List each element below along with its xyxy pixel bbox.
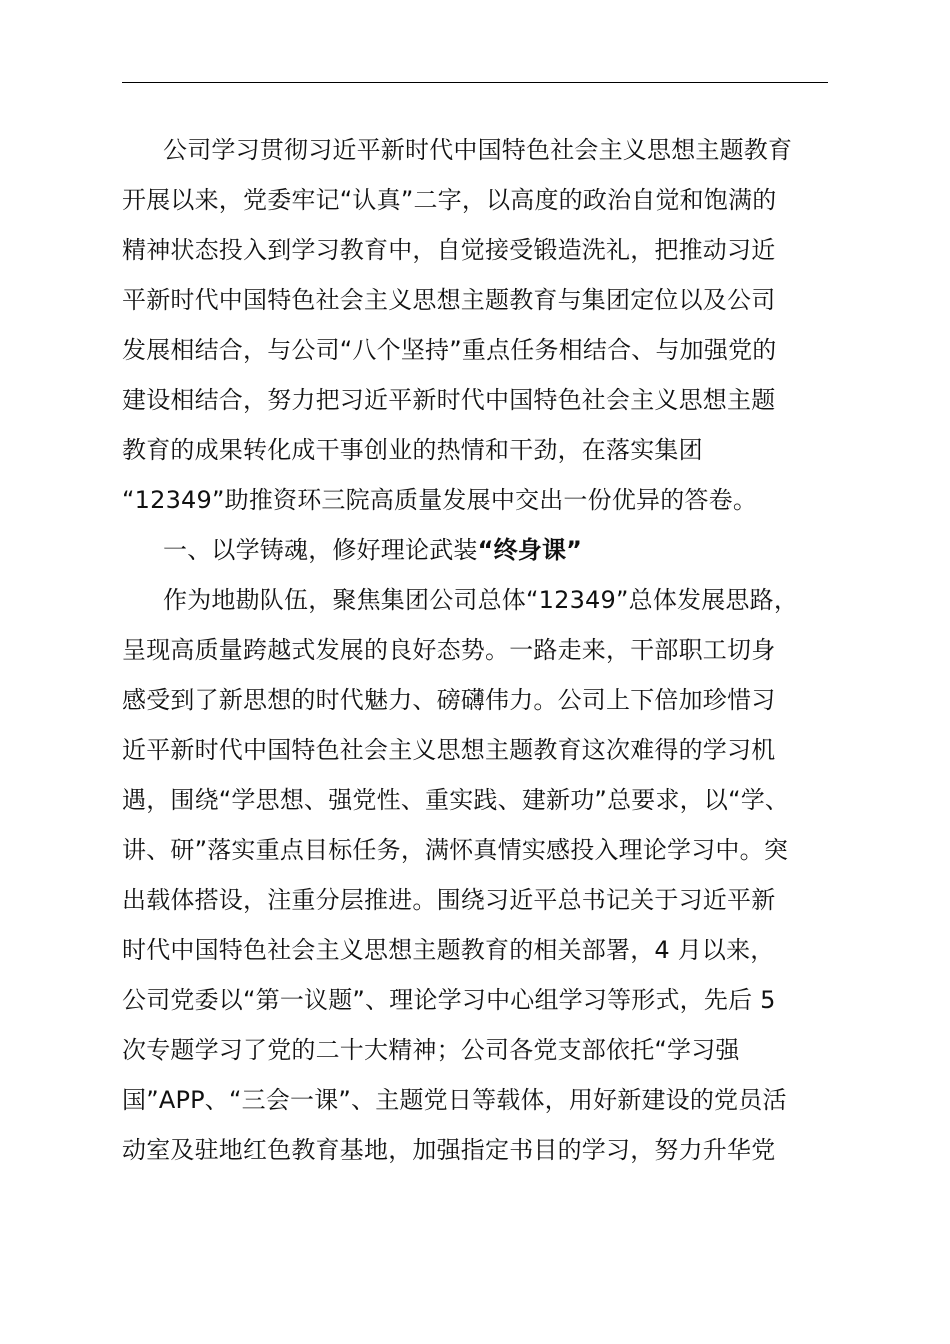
paragraph-2-line-11: 国”APP、“三会一课”、主题党日等载体，用好新建设的党员活: [122, 1086, 787, 1114]
paragraph-2-line-10: 次专题学习了党的二十大精神；公司各党支部依托“学习强: [122, 1036, 740, 1064]
paragraph-2-line-12: 动室及驻地红色教育基地，加强指定书目的学习，努力升华党: [122, 1136, 776, 1164]
paragraph-1-line-2: 开展以来，党委牢记“认真”二字，以高度的政治自觉和饱满的: [122, 186, 777, 214]
paragraph-1-line-5: 发展相结合，与公司“八个坚持”重点任务相结合、与加强党的: [122, 336, 777, 364]
paragraph-1-line-4: 平新时代中国特色社会主义思想主题教育与集团定位以及公司: [122, 286, 776, 314]
paragraph-2-line-5: 遇，围绕“学思想、强党性、重实践、建新功”总要求，以“学、: [122, 786, 790, 814]
paragraph-2-line-6: 讲、研”落实重点目标任务，满怀真情实感投入理论学习中。突: [122, 836, 789, 864]
paragraph-2-line-3: 感受到了新思想的时代魅力、磅礴伟力。公司上下倍加珍惜习: [122, 686, 776, 714]
paragraph-1-line-1: 公司学习贯彻习近平新时代中国特色社会主义思想主题教育: [163, 136, 793, 164]
paragraph-1-line-7: 教育的成果转化成干事创业的热情和干劲，在落实集团: [122, 436, 703, 464]
paragraph-2-line-9: 公司党委以“第一议题”、理论学习中心组学习等形式，先后 5: [122, 986, 776, 1014]
paragraph-2-line-7: 出载体搭设，注重分层推进。围绕习近平总书记关于习近平新: [122, 886, 776, 914]
paragraph-1-line-3: 精神状态投入到学习教育中，自觉接受锻造洗礼，把推动习近: [122, 236, 776, 264]
section-heading-quoted: “终身课”: [477, 536, 583, 564]
section-heading-1: [163, 530, 582, 570]
paragraph-1-line-8: “12349”助推资环三院高质量发展中交出一份优异的答卷。: [122, 486, 758, 514]
paragraph-2-line-2: 呈现高质量跨越式发展的良好态势。一路走来，干部职工切身: [122, 636, 776, 664]
paragraph-2-line-4: 近平新时代中国特色社会主义思想主题教育这次难得的学习机: [122, 736, 776, 764]
header-rule: [122, 82, 828, 83]
paragraph-2-line-1: 作为地勘队伍，聚焦集团公司总体“12349”总体发展思路，: [163, 586, 799, 614]
paragraph-1-line-6: 建设相结合，努力把习近平新时代中国特色社会主义思想主题: [122, 386, 776, 414]
section-heading-text: 一、以学铸魂，修好理论武装: [163, 536, 478, 564]
paragraph-2-line-8: 时代中国特色社会主义思想主题教育的相关部署，4 月以来，: [122, 936, 775, 964]
